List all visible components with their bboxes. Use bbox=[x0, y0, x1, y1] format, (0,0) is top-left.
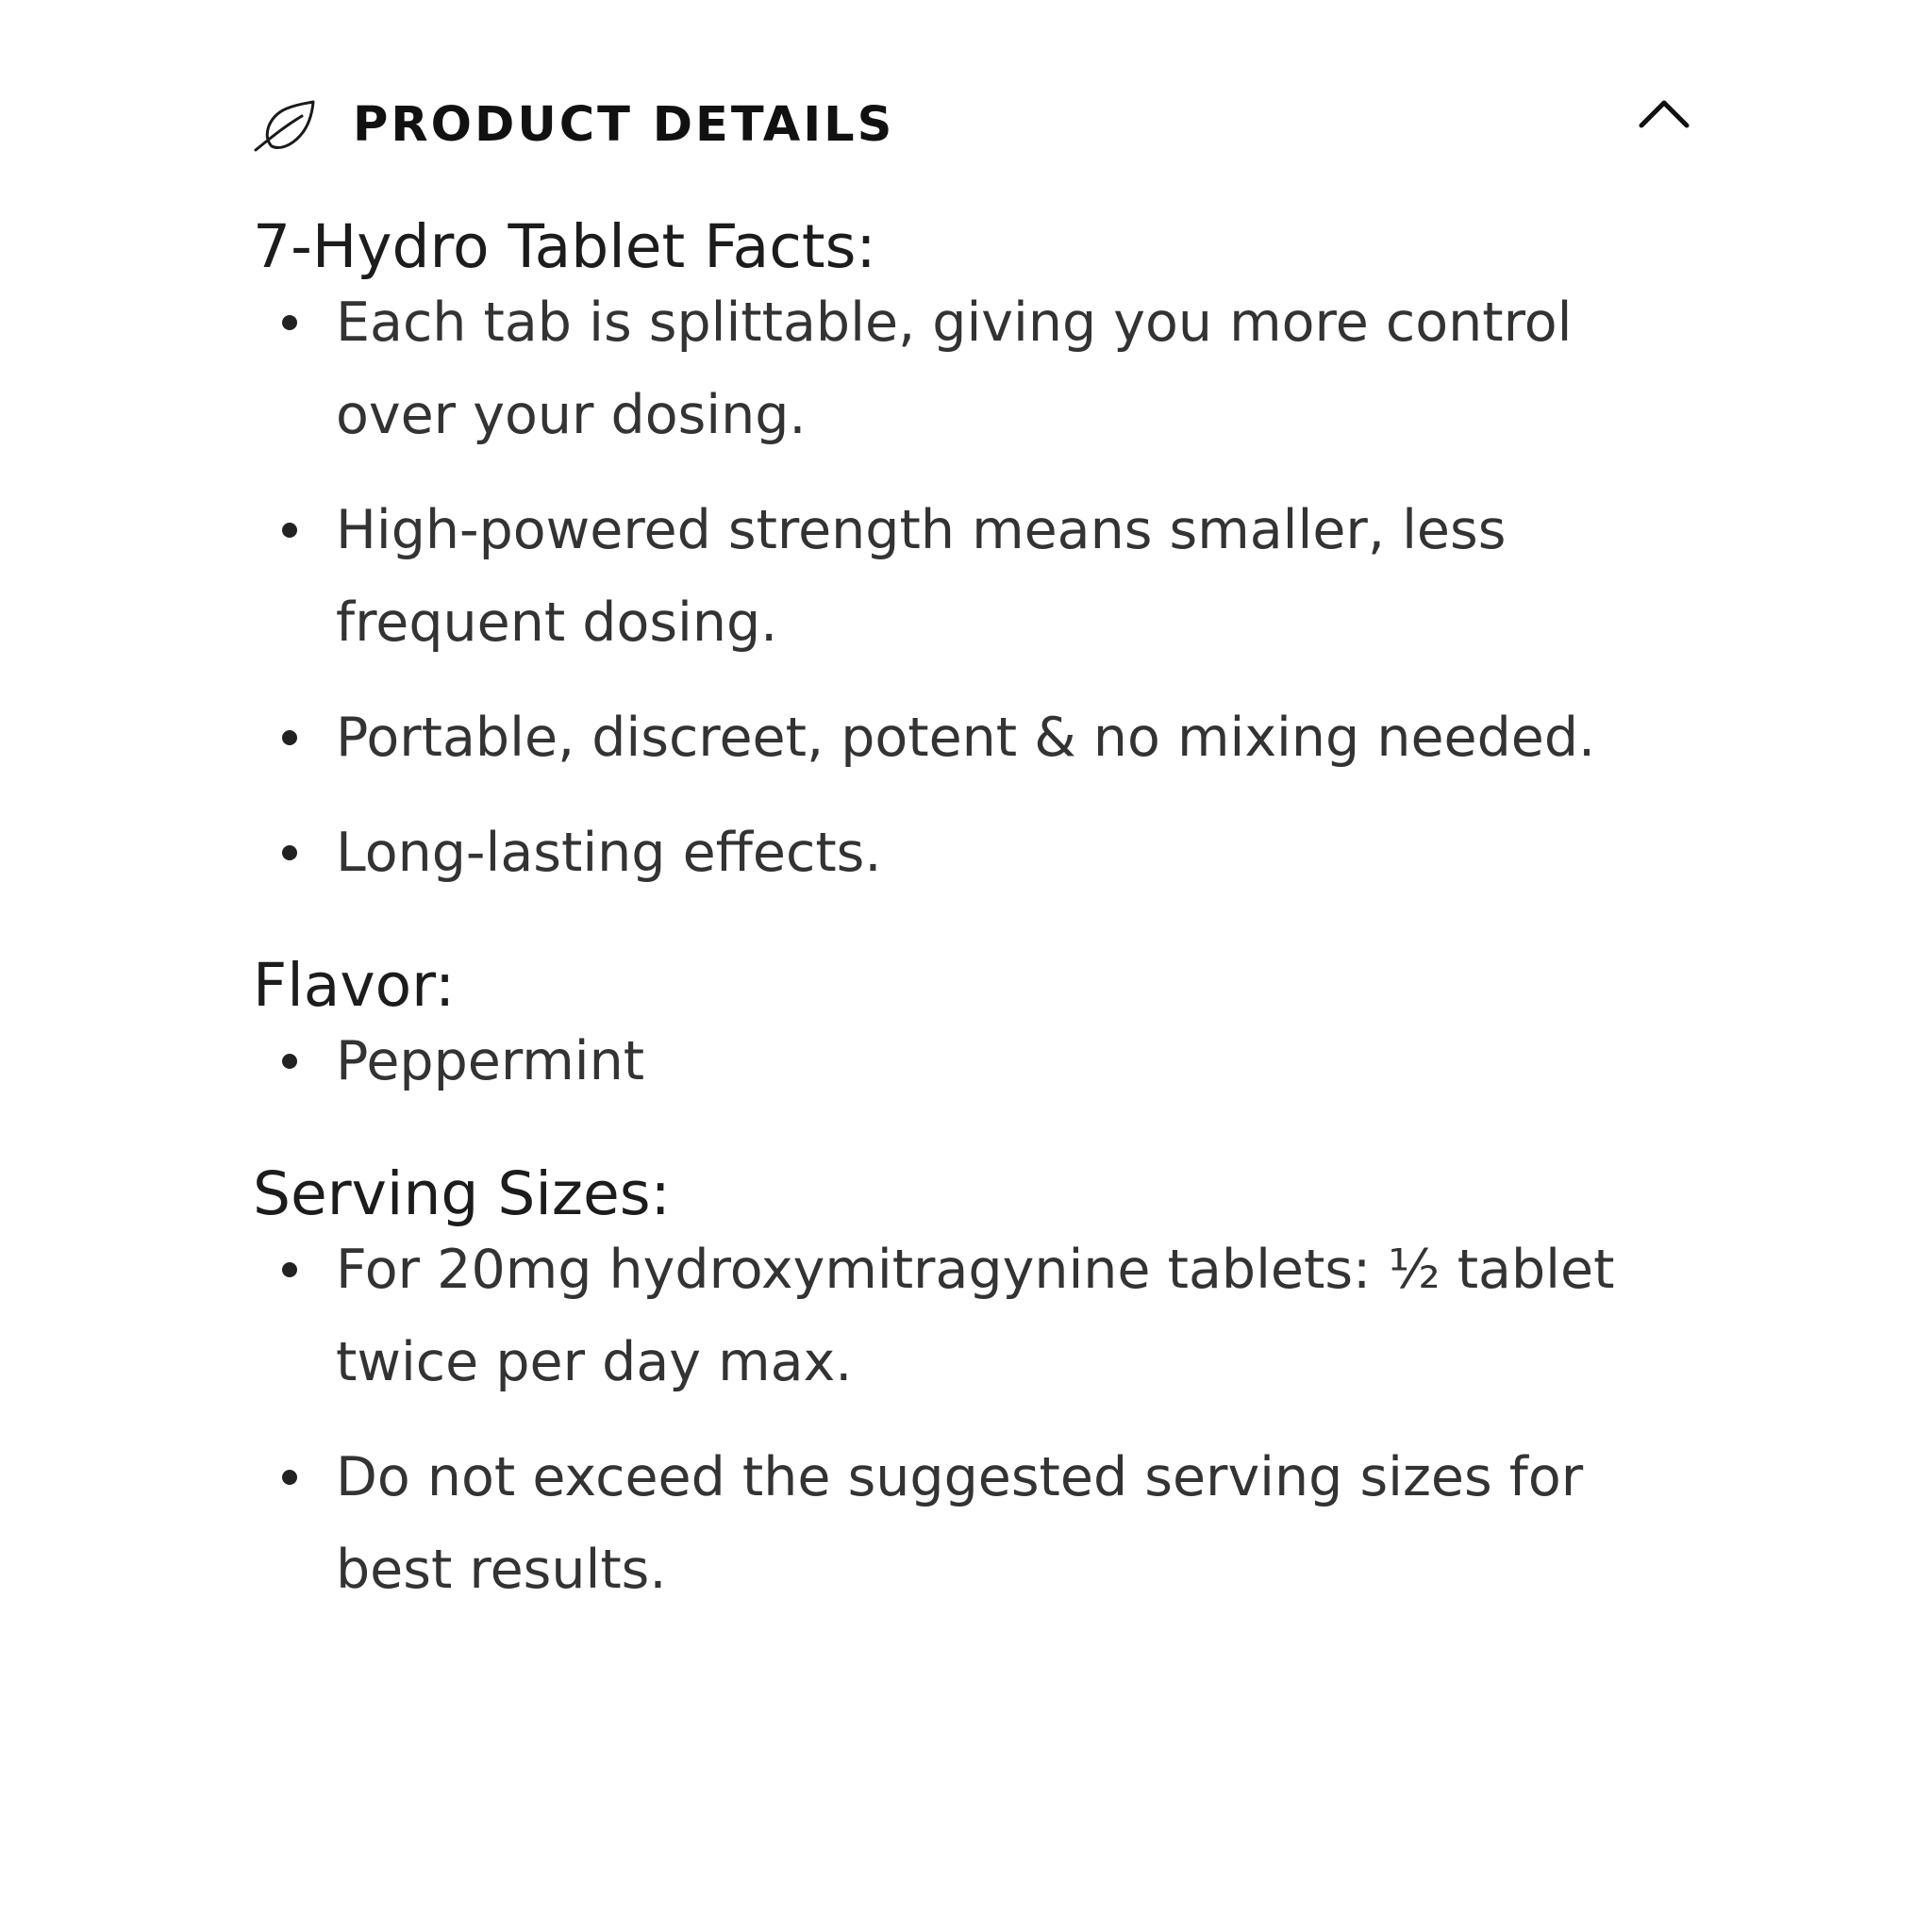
list-item: High-powered strength means smaller, less frequent dosing. bbox=[253, 484, 1706, 669]
bullet-icon bbox=[282, 1262, 297, 1277]
list-item: Peppermint bbox=[253, 1015, 1706, 1108]
bullet-icon bbox=[282, 1054, 297, 1069]
list-item: Each tab is splittable, giving you more control over your dosing. bbox=[253, 276, 1706, 461]
bullet-icon bbox=[282, 1470, 297, 1485]
bullet-icon bbox=[282, 523, 297, 538]
bullet-icon bbox=[282, 845, 297, 860]
product-details-accordion-header[interactable] bbox=[253, 91, 1690, 158]
section-heading-serving-sizes: Serving Sizes: bbox=[253, 1159, 671, 1228]
tablet-facts-list bbox=[253, 276, 1706, 899]
section-heading-tablet-facts: 7-Hydro Tablet Facts: bbox=[253, 212, 876, 281]
accordion-content bbox=[253, 212, 1706, 1616]
list-item: Portable, discreet, potent & no mixing needed. bbox=[253, 691, 1706, 784]
serving-sizes-list bbox=[253, 1224, 1706, 1616]
flavor-list bbox=[253, 1015, 1706, 1108]
list-item: Long-lasting effects. bbox=[253, 807, 1706, 899]
bullet-icon bbox=[282, 315, 297, 330]
leaf-icon bbox=[253, 95, 319, 154]
list-item: Do not exceed the suggested serving sizes for best results. bbox=[253, 1431, 1706, 1616]
bullet-icon bbox=[282, 730, 297, 745]
chevron-up-icon[interactable] bbox=[1638, 94, 1690, 132]
section-heading-flavor: Flavor: bbox=[253, 951, 456, 1020]
list-item: For 20mg hydroxymitragynine tablets: ½ tablet twice per day max. bbox=[253, 1224, 1706, 1408]
accordion-title: PRODUCT DETAILS bbox=[353, 96, 895, 153]
